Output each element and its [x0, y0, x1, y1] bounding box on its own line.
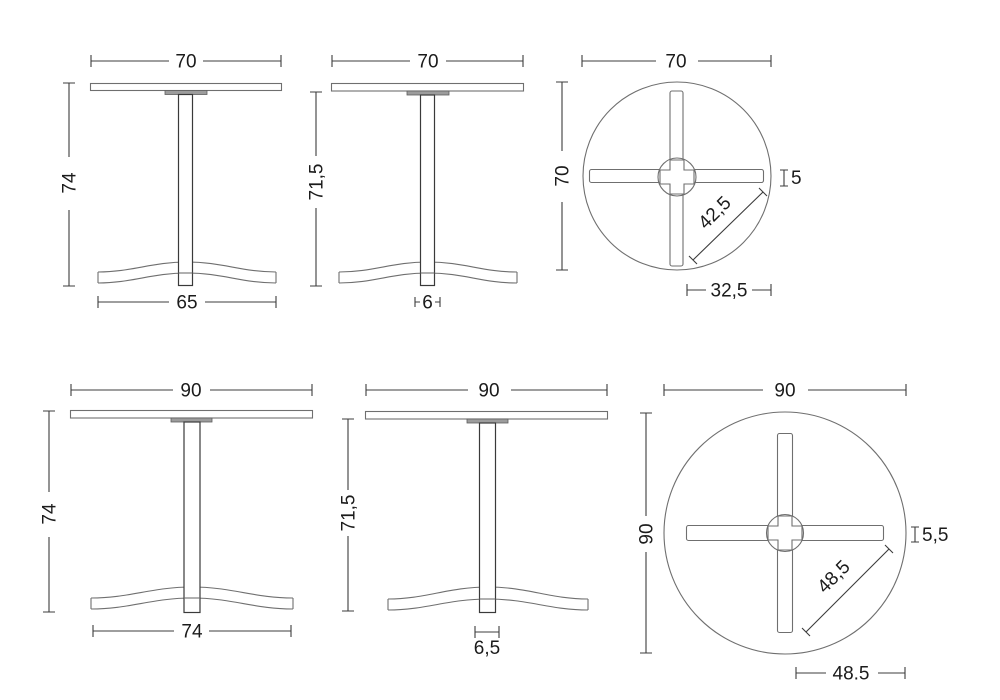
- dimension-leg-thickness: [780, 168, 802, 189]
- dimension-label: 48.5: [832, 663, 870, 685]
- mounting-plate: [467, 419, 508, 423]
- dimension-label: 65: [176, 292, 198, 314]
- pedestal-column: [421, 95, 435, 286]
- dimension-label: 70: [665, 51, 687, 73]
- dimension-height: [40, 411, 61, 612]
- drawing-table-70-side-view: [60, 52, 282, 314]
- dimension-label: 6: [422, 292, 433, 314]
- dimension-height: [60, 83, 81, 286]
- dimension-line: [802, 545, 893, 636]
- drawing-table-90-top-view: [637, 381, 949, 685]
- pedestal-column: [179, 95, 193, 286]
- dimension-foot-width: [474, 626, 500, 659]
- dimension-label: 74: [39, 503, 61, 525]
- tabletop-outline: [91, 84, 282, 91]
- dimension-diameter: [637, 413, 658, 653]
- dimension-label: 74: [59, 172, 81, 194]
- dimension-label: 90: [636, 523, 658, 545]
- dimension-top-width: [582, 52, 771, 73]
- dimension-label: 5,5: [922, 525, 949, 546]
- dimension-label: 42,5: [694, 192, 736, 234]
- dimension-base-width: [93, 622, 291, 643]
- dimension-label: 32,5: [710, 280, 748, 302]
- dimension-foot-width: [415, 293, 440, 314]
- dimension-leg-half-span: [687, 281, 771, 302]
- dimension-top-width: [71, 381, 312, 402]
- drawing-table-90-front-view: [339, 381, 608, 660]
- dimension-label: 70: [175, 51, 197, 73]
- dimension-label: 90: [478, 380, 500, 402]
- tabletop-outline: [332, 84, 524, 92]
- tabletop-outline: [366, 412, 608, 420]
- dimension-label: 70: [417, 51, 439, 73]
- dimension-height: [307, 92, 328, 286]
- pedestal-column: [480, 423, 496, 613]
- dimension-top-width: [332, 52, 523, 73]
- dimension-top-width: [664, 381, 906, 402]
- dimension-label: 48,5: [813, 556, 855, 598]
- tabletop-outline: [71, 411, 313, 419]
- dimension-line: [911, 527, 919, 542]
- dimension-label: 90: [180, 380, 202, 402]
- drawing-table-70-front-view: [307, 52, 524, 314]
- dimension-label: 74: [181, 621, 203, 643]
- dimension-leg-thickness: [911, 525, 948, 546]
- mounting-plate: [171, 418, 212, 422]
- pedestal-column: [184, 422, 200, 613]
- dimension-label: 5: [791, 168, 802, 189]
- dimension-leg-diagonal: [802, 545, 893, 636]
- dimension-top-width: [366, 381, 607, 402]
- dimension-label: 6,5: [473, 638, 501, 659]
- dimension-label: 90: [774, 380, 796, 402]
- dimension-leg-diagonal: [689, 188, 767, 264]
- drawing-table-90-side-view: [40, 381, 313, 643]
- dimension-label: 71,5: [338, 494, 360, 532]
- dimension-label: 70: [552, 165, 574, 187]
- dimension-top-width: [91, 52, 281, 73]
- dimension-diameter: [553, 82, 574, 270]
- dimension-height: [339, 419, 360, 611]
- dimension-line: [475, 626, 499, 638]
- dimension-label: 71,5: [306, 163, 328, 201]
- drawing-table-70-top-view: [553, 52, 802, 302]
- dimension-base-width: [98, 293, 276, 314]
- dimension-leg-half-span: [796, 664, 905, 685]
- dimension-line: [780, 170, 788, 186]
